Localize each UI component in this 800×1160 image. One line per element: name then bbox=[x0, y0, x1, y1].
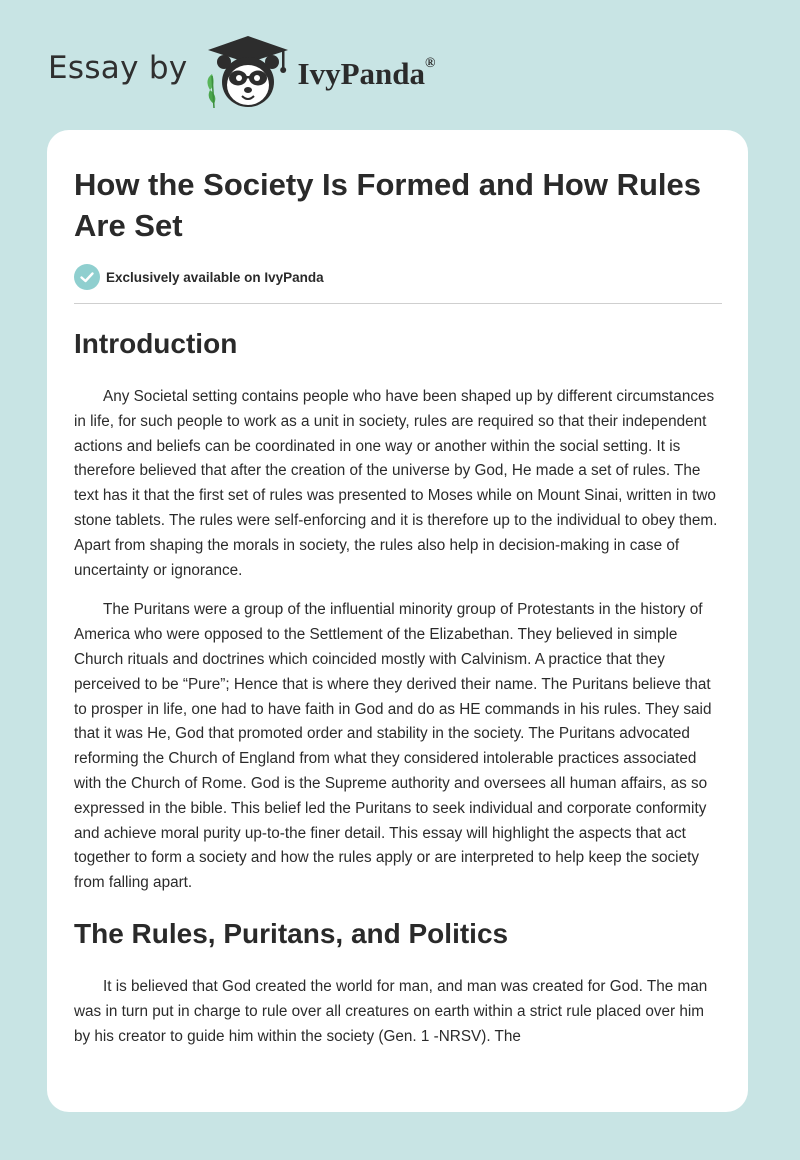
check-icon bbox=[74, 264, 100, 290]
section-heading-introduction: Introduction bbox=[74, 328, 238, 359]
site-header bbox=[48, 32, 435, 112]
paragraph: The Puritans were a group of the influential minority group of Protestants in the history of America who were opposed to the Settlement of the Elizabethan. They believed in simple Church rituals and doctrines which coincided mostly with Calvinism. A practice that they perceived to be “Pure”; Hence that is where they derived their name. The Puritans believe that to prosper in life, one had to have faith in God and do as HE commands in his rules. They said that it was He, God that promoted order and stability in the society. The Puritans advocated reforming the Church of England from what they considered intolerable practices associated with the Church of Rome. God is the Supreme authority and oversees all human affairs, as so expressed in the bible. This belief led the Puritans to seek individual and corporate conformity and achieve moral purity up-to-the finer detail. This essay will highlight the aspects that act together to form a society and how the rules apply or are interpreted to help keep the society from falling apart. bbox=[74, 601, 712, 892]
section-heading-rules-puritans-politics: The Rules, Puritans, and Politics bbox=[74, 917, 509, 949]
article-body bbox=[74, 324, 722, 1049]
brand-name[interactable] bbox=[298, 56, 436, 92]
ivypanda-logo-icon[interactable] bbox=[202, 32, 294, 112]
badge-label: Exclusively available on IvyPanda bbox=[106, 269, 324, 285]
paragraph: It is believed that God created the world for man, and man was created for God. The man was in turn put in charge to rule over all creatures on earth within a strict rule placed over him by his creator to guide him within the society (Gen. 1 -NRSV). The bbox=[74, 977, 708, 1045]
title-divider bbox=[74, 303, 722, 304]
article-card bbox=[47, 130, 748, 1112]
brand-text: IvyPanda bbox=[297, 56, 425, 91]
essay-by-label: Essay by bbox=[48, 50, 188, 86]
paragraph: Any Societal setting contains people who have been shaped up by different circumstances in life, for such people to work as a unit in society, rules are required so that their independent actions and beliefs can be coordinated in one way or another within the social setting. It is therefore believed that after the creation of the universe by God, He made a set of rules. The text has it that the first set of rules was presented to Moses while on Mount Sinai, written in two stone tablets. The rules were self-enforcing and it is therefore up to the individual to obey them. Apart from shaping the morals in society, the rules also help in decision-making in case of uncertainty or ignorance. bbox=[74, 388, 718, 579]
exclusive-badge bbox=[74, 264, 324, 290]
registered-mark: ® bbox=[425, 55, 436, 71]
article-title: How the Society Is Formed and How Rules Are Set bbox=[74, 167, 701, 243]
